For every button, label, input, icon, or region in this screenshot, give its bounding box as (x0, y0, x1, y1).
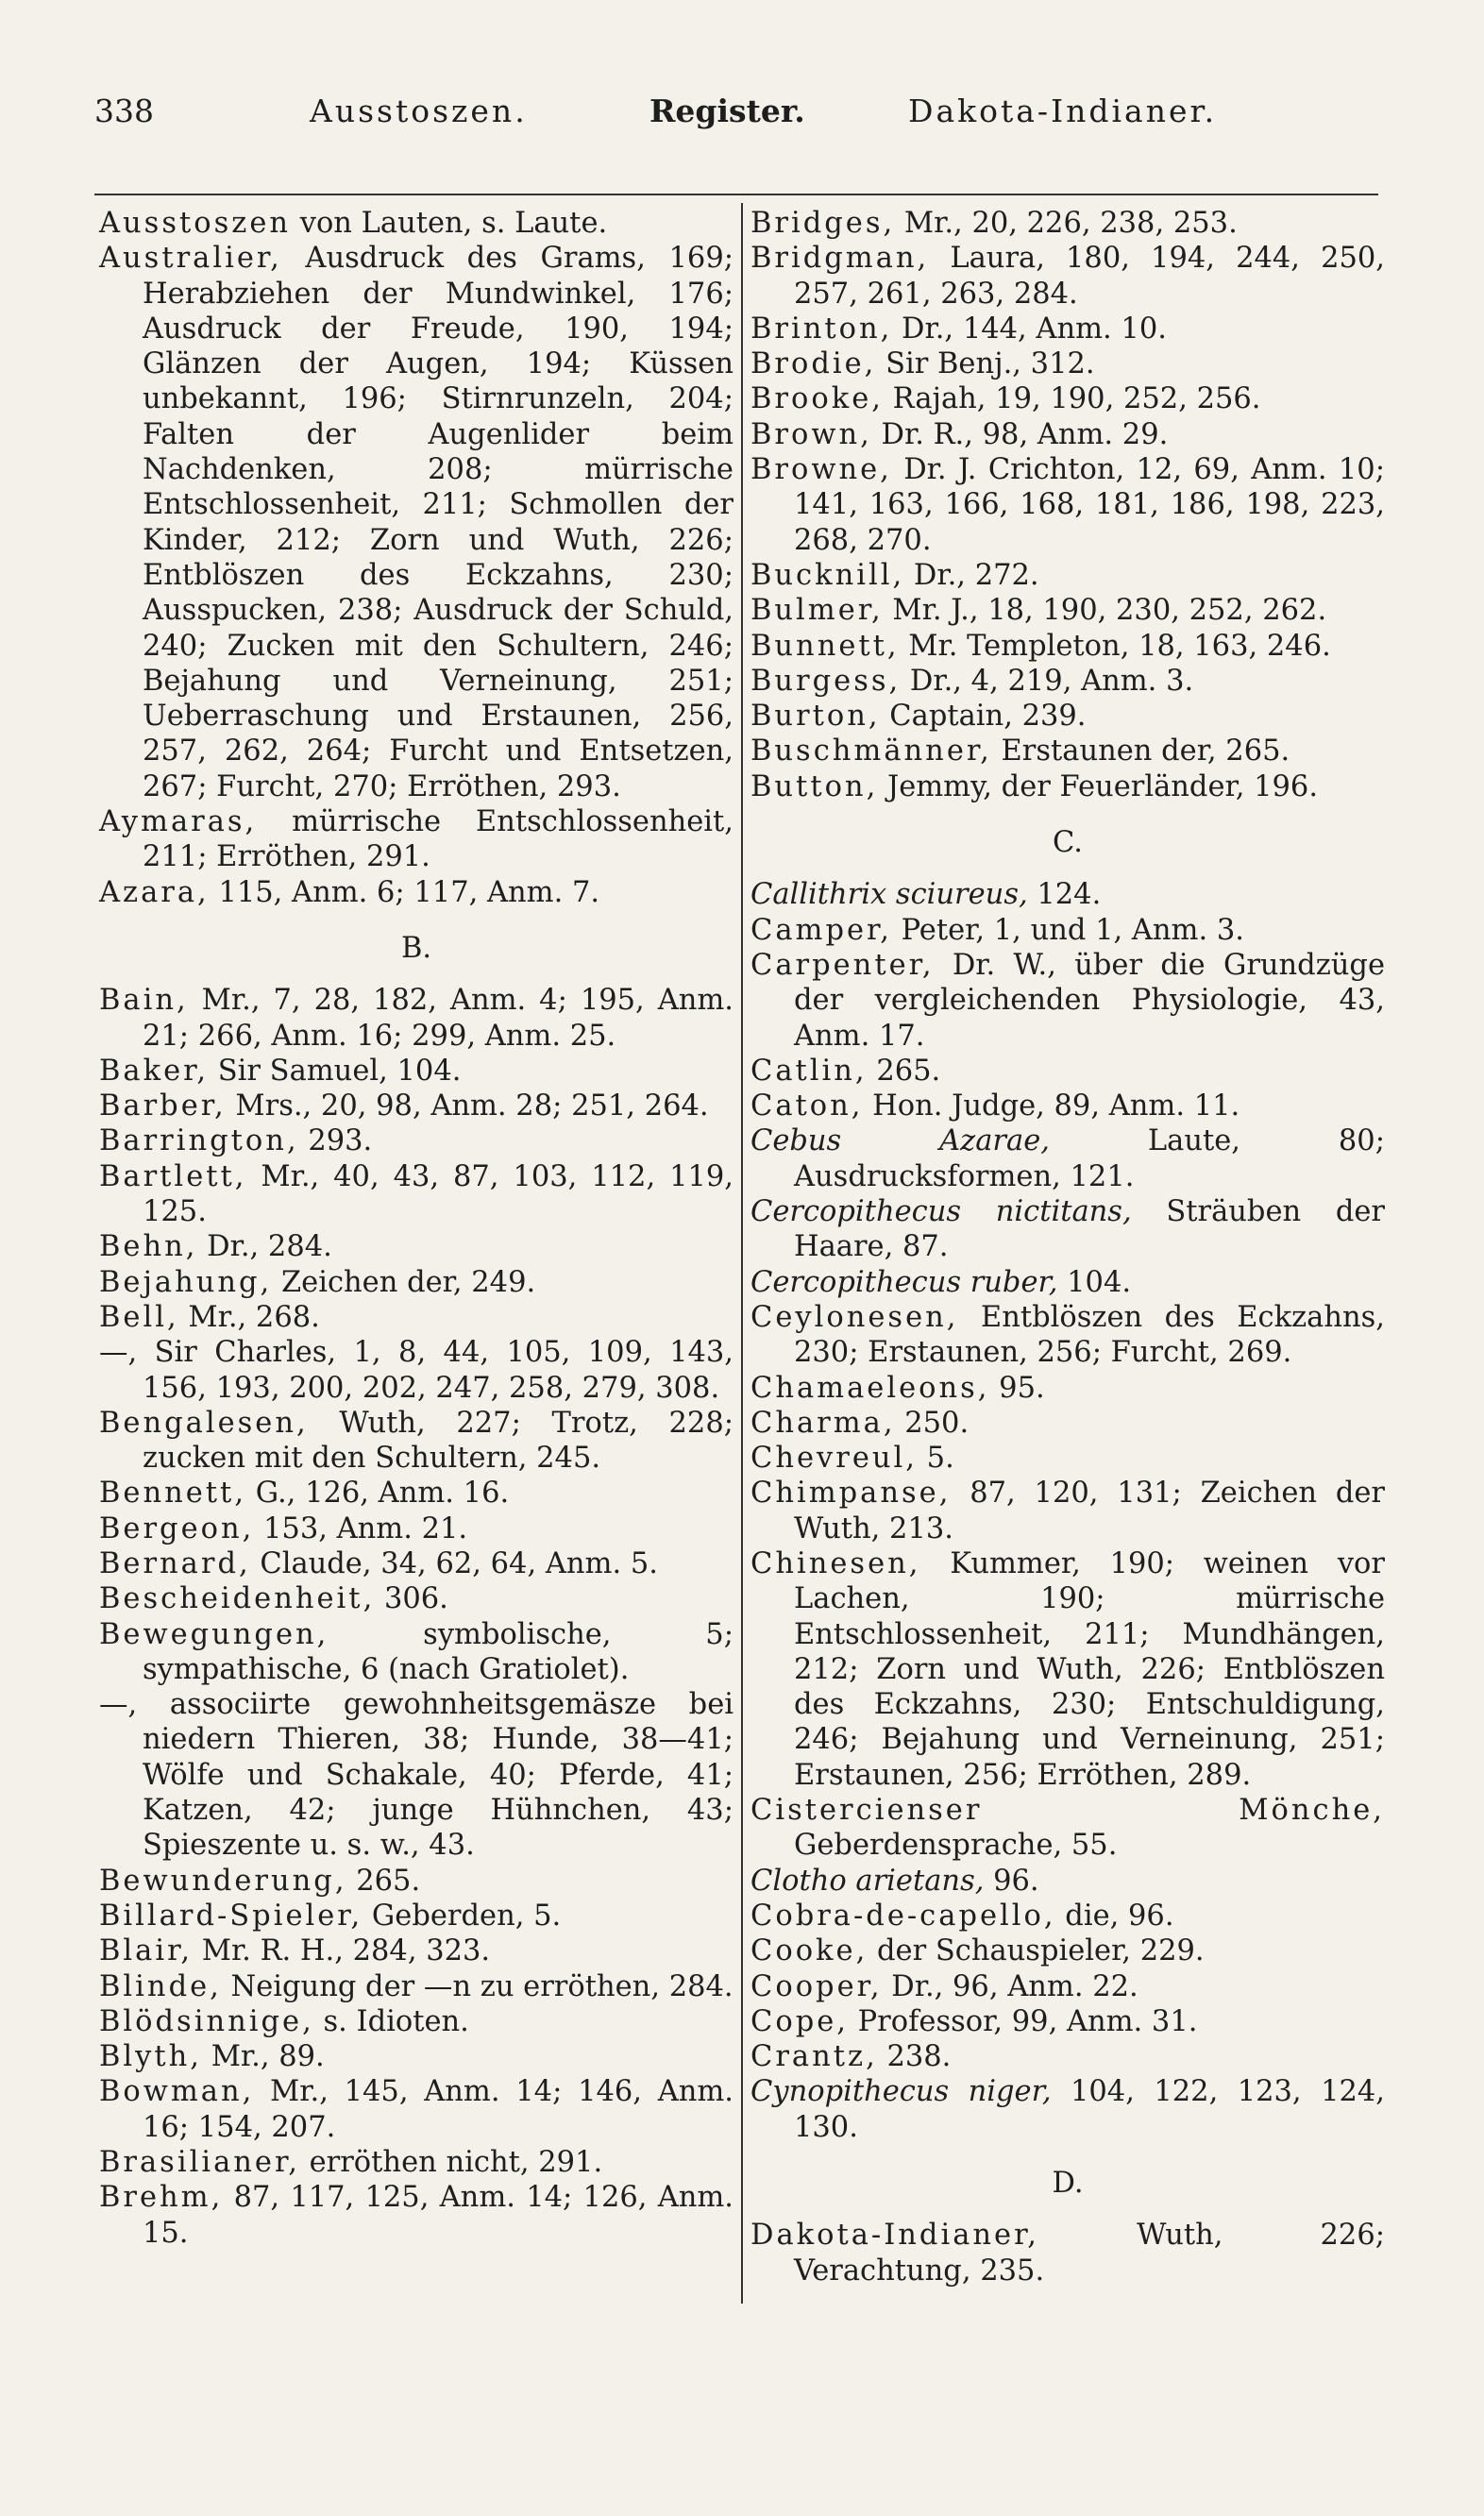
entry-keyword: Caton, (750, 1089, 864, 1123)
index-entry (750, 346, 1385, 381)
entry-references: Mr., 7, 28, 182, Anm. 4; 195, Anm. 21; 266, Anm. 16; 299, Anm. 25. (143, 984, 734, 1053)
index-entry (99, 804, 734, 875)
entry-keyword: Chamaeleons, (750, 1371, 990, 1405)
index-entry (99, 1617, 734, 1688)
column-divider (741, 203, 743, 2304)
index-entry (99, 1864, 734, 1899)
index-entry (750, 417, 1385, 452)
entry-keyword: Chevreul, (750, 1442, 918, 1476)
entry-keyword: Brinton, (750, 312, 893, 346)
entry-keyword: Burgess, (750, 664, 902, 698)
entry-species-name: Callithrix sciureus, (750, 878, 1028, 912)
entry-keyword: Bergeon, (99, 1511, 255, 1545)
entry-references: Dr. W., über die Grundzüge der vergleichenden Physiologie, 43, Anm. 17. (794, 948, 1385, 1053)
entry-references: Kummer, 190; weinen vor Lachen, 190; mürrische Entschlossenheit, 211; Mundhängen, 212; Zorn und Wuth, 226; Entblöszen des Eckzahns, 230; Entschuldigung, 246; Bejahung und Verneinung, 251; Erstaunen, 256; Erröthen, 289. (794, 1546, 1385, 1792)
index-entry (99, 1933, 734, 1968)
entry-keyword: Brooke, (750, 382, 884, 416)
entry-references: Erstaunen der, 265. (991, 735, 1290, 768)
entry-references: Dr., 284. (197, 1230, 332, 1264)
entry-references: Mr., 89. (202, 2040, 325, 2074)
entry-keyword: Bucknill, (750, 558, 905, 592)
index-entry (750, 206, 1385, 241)
entry-references: Dr. R., 98, Anm. 29. (871, 417, 1169, 451)
entry-references: 95. (989, 1371, 1045, 1405)
entry-references: von Lauten, s. Laute. (291, 207, 608, 240)
entry-references: Mr. R. H., 284, 323. (193, 1934, 491, 1968)
index-entry (750, 1194, 1385, 1265)
entry-references: mürrische Entschlossenheit, 211; Erröthen, 291. (143, 805, 734, 874)
entry-species-name: Cercopithecus ruber, (750, 1265, 1058, 1299)
entry-references: G., 126, Anm. 16. (246, 1477, 510, 1511)
index-entry (750, 2074, 1385, 2145)
index-entry (99, 1969, 734, 2004)
entry-references: 265. (867, 1054, 941, 1088)
entry-keyword: Button, (750, 769, 879, 803)
index-entry (750, 629, 1385, 664)
entry-references: 115, Anm. 6; 117, Anm. 7. (209, 875, 600, 909)
entry-references: s. Idioten. (313, 2004, 469, 2038)
entry-references: 265. (346, 1864, 421, 1898)
entry-keyword: Bowman, (99, 2075, 255, 2109)
index-entry (750, 913, 1385, 948)
index-entry (750, 241, 1385, 312)
entry-references: —, Sir Charles, 1, 8, 44, 105, 109, 143, 156, 193, 200, 202, 247, 258, 279, 308. (99, 1336, 734, 1405)
entry-references: 124. (1027, 878, 1102, 912)
entry-references: Captain, 239. (880, 700, 1087, 734)
entry-references: Mr., 40, 43, 87, 103, 112, 119, 125. (143, 1159, 734, 1229)
entry-references: Dr. J. Crichton, 12, 69, Anm. 10; 141, 163, 166, 168, 181, 186, 198, 223, 268, 270. (794, 453, 1385, 557)
entry-species-name: Cercopithecus nictitans, (750, 1195, 1132, 1229)
entry-references: Neigung der —n zu erröthen, 284. (221, 1969, 734, 2003)
index-entry (99, 1054, 734, 1089)
index-entry (750, 312, 1385, 346)
entry-keyword: Behn, (99, 1230, 198, 1264)
entry-references: Zeichen der, 249. (272, 1265, 536, 1299)
page-number: 338 (94, 93, 154, 129)
entry-keyword: Bulmer, (750, 594, 884, 628)
entry-references: Mr. Templeton, 18, 163, 246. (899, 629, 1331, 663)
index-entry (750, 1441, 1385, 1476)
entry-keyword: Chimpanse, (750, 1477, 952, 1511)
entry-references: symbolische, 5; sympathische, 6 (nach Gratiolet). (143, 1617, 734, 1686)
entry-keyword: Browne, (750, 453, 892, 487)
entry-references: 5. (917, 1442, 954, 1476)
entry-keyword: Carpenter, (750, 948, 935, 982)
index-entry (750, 558, 1385, 593)
index-entry (750, 2004, 1385, 2039)
entry-species-name: Clotho arietans, (750, 1864, 985, 1898)
header-first-entry: Ausstoszen. (310, 93, 528, 129)
entry-keyword: Charma, (750, 1406, 896, 1440)
entry-keyword: Cope, (750, 2004, 849, 2038)
entry-keyword: Ausstoszen (99, 207, 292, 240)
index-entry (99, 983, 734, 1054)
entry-keyword: Cooke, (750, 1934, 868, 1968)
entry-references: Peter, 1, und 1, Anm. 3. (891, 913, 1244, 947)
entry-references: 250. (895, 1406, 970, 1440)
index-entry (750, 452, 1385, 558)
entry-keyword: Barber, (99, 1089, 227, 1123)
header-rule (94, 194, 1378, 195)
index-entry (750, 381, 1385, 416)
entry-keyword: Bennett, (99, 1477, 247, 1511)
header-last-entry: Dakota-Indianer. (908, 93, 1218, 129)
entry-references: die, 96. (1055, 1899, 1174, 1933)
entry-keyword: Blödsinnige, (99, 2004, 314, 2038)
entry-references: 104. (1057, 1265, 1132, 1299)
index-entry (99, 1899, 734, 1933)
entry-references: 293. (298, 1124, 373, 1158)
entry-keyword: Bridges, (750, 207, 896, 240)
entry-keyword: Bewunderung, (99, 1864, 347, 1898)
index-entry (99, 1406, 734, 1477)
entry-references: 87, 117, 125, Anm. 14; 126, Anm. 15. (143, 2181, 734, 2250)
index-entry (99, 875, 734, 910)
entry-keyword: Blinde, (99, 1969, 222, 2003)
entry-references: Geberdensprache, 55. (794, 1829, 1118, 1863)
index-entry (99, 1265, 734, 1300)
index-entry (99, 1123, 734, 1158)
entry-keyword: Bewegungen, (99, 1617, 329, 1651)
entry-references: Mr., 20, 226, 238, 253. (895, 207, 1238, 240)
index-entry (750, 1265, 1385, 1300)
entry-references: —, associirte gewohnheitsgemäsze bei niedern Thieren, 38; Hunde, 38—41; Wölfe und Schakale, 40; Pferde, 41; Katzen, 42; junge Hühnchen, 43; Spieszente u. s. w., 43. (99, 1688, 734, 1863)
index-entry (99, 206, 734, 241)
entry-keyword: Cobra-de-capello, (750, 1899, 1056, 1933)
index-entry (750, 1054, 1385, 1089)
entry-references: 104, 122, 123, 124, 130. (794, 2075, 1385, 2144)
right-column (750, 206, 1385, 2288)
entry-keyword: Cooper, (750, 1969, 883, 2003)
index-entry (99, 1687, 734, 1863)
index-entry (99, 1546, 734, 1581)
index-entry (750, 1933, 1385, 1968)
index-entry (99, 1300, 734, 1335)
entry-keyword: Australier, (99, 242, 282, 276)
entry-references: Ausdruck des Grams, 169; Herabziehen der Mundwinkel, 176; Ausdruck der Freude, 190, 194; Glänzen der Augen, 194; Küssen unbekannt, 196; Stirnrunzeln, 204; Falten der Augenlider beim Nachdenken, 208; mürrische Entschlossenheit, 211; Schmollen der Kinder, 212; Zorn und Wuth, 226; Entblöszen des Eckzahns, 230; Ausspucken, 238; Ausdruck der Schuld, 240; Zucken mit den Schultern, 246; Bejahung und Verneinung, 251; Ueberraschung und Erstaunen, 256, 257, 262, 264; Furcht und Entsetzen, 267; Furcht, 270; Erröthen, 293. (143, 242, 734, 803)
index-entry (750, 1476, 1385, 1546)
entry-species-name: Cebus Azarae, (750, 1124, 1050, 1158)
index-entry (750, 877, 1385, 912)
entry-keyword: Bartlett, (99, 1159, 247, 1193)
entry-references: erröthen nicht, 291. (299, 2146, 603, 2180)
index-entry (750, 1300, 1385, 1371)
index-entry (99, 1581, 734, 1616)
running-header (94, 93, 1256, 140)
entry-references: Dr., 96, Anm. 22. (882, 1969, 1138, 2003)
section-letter: B. (400, 931, 432, 965)
entry-references: Dr., 4, 219, Anm. 3. (901, 664, 1194, 698)
entry-references: Jemmy, der Feuerländer, 196. (878, 769, 1319, 803)
index-entry (750, 1969, 1385, 2004)
entry-references: Laute, 80; Ausdrucksformen, 121. (794, 1124, 1385, 1193)
index-entry (750, 2218, 1385, 2288)
entry-keyword: Camper, (750, 913, 892, 947)
entry-keyword: Dakota-Indianer, (750, 2219, 1039, 2253)
entry-keyword: Barrington, (99, 1124, 299, 1158)
index-entry (99, 1511, 734, 1546)
entry-references: 96. (984, 1864, 1039, 1898)
entry-references: Mr., 145, Anm. 14; 146, Anm. 16; 154, 207. (143, 2075, 734, 2144)
entry-references: Wuth, 226; Verachtung, 235. (794, 2219, 1385, 2288)
entry-references: Wuth, 227; Trotz, 228; zucken mit den Schultern, 245. (143, 1406, 734, 1476)
entry-references: 87, 120, 131; Zeichen der Wuth, 213. (794, 1477, 1385, 1545)
entry-references: Entblöszen des Eckzahns, 230; Erstaunen, 256; Furcht, 269. (794, 1300, 1385, 1370)
index-entry (99, 1335, 734, 1406)
entry-references: Sträuben der Haare, 87. (794, 1195, 1385, 1264)
index-entry (750, 1899, 1385, 1933)
entry-references: Dr., 144, Anm. 10. (892, 312, 1167, 346)
index-entry (750, 1089, 1385, 1123)
index-entry (750, 769, 1385, 804)
index-entry (99, 1229, 734, 1264)
index-entry (750, 1864, 1385, 1899)
entry-references: Mrs., 20, 98, Anm. 28; 251, 264. (226, 1089, 709, 1123)
index-entry (750, 948, 1385, 1054)
entry-keyword: Bejahung, (99, 1265, 273, 1299)
entry-keyword: Brasilianer, (99, 2146, 300, 2180)
entry-references: 153, Anm. 21. (254, 1511, 468, 1545)
index-entry (750, 1371, 1385, 1406)
index-entry (99, 2180, 734, 2251)
entry-references: Mr. J., 18, 190, 230, 252, 262. (883, 594, 1327, 628)
index-entry (750, 1123, 1385, 1194)
entry-references: 306. (375, 1582, 448, 1616)
entry-keyword: Bain, (99, 984, 189, 1018)
index-entry (99, 1159, 734, 1230)
entry-keyword: Cistercienser Mönche, (750, 1794, 1385, 1828)
index-entry (750, 2039, 1385, 2074)
entry-references: Professor, 99, Anm. 31. (848, 2004, 1198, 2038)
entry-keyword: Bunnett, (750, 629, 900, 663)
index-entry (750, 1406, 1385, 1441)
entry-keyword: Burton, (750, 700, 881, 734)
header-title: Register. (649, 93, 805, 129)
entry-keyword: Bernard, (99, 1546, 251, 1580)
entry-keyword: Bridgman, (750, 242, 930, 276)
entry-references: Mr., 268. (178, 1300, 320, 1334)
entry-keyword: Azara, (99, 875, 210, 909)
entry-references: der Schauspieler, 229. (868, 1934, 1205, 1968)
index-entry (99, 2074, 734, 2145)
index-entry (99, 1476, 734, 1511)
entry-keyword: Aymaras, (99, 805, 258, 839)
entry-keyword: Brehm, (99, 2181, 224, 2215)
entry-keyword: Bescheidenheit, (99, 1582, 376, 1616)
section-letter: C. (1053, 826, 1083, 860)
entry-references: Rajah, 19, 190, 252, 256. (883, 382, 1261, 416)
entry-keyword: Baker, (99, 1054, 210, 1088)
entry-references: Geberden, 5. (363, 1899, 562, 1933)
entry-keyword: Blair, (99, 1934, 194, 1968)
entry-references: Sir Benj., 312. (876, 347, 1095, 381)
index-entry (99, 2039, 734, 2074)
entry-references: Dr., 272. (904, 558, 1039, 592)
entry-references: Laura, 180, 194, 244, 250, 257, 261, 263, 284. (794, 242, 1385, 311)
entry-species-name: Cynopithecus niger, (750, 2075, 1052, 2109)
entry-keyword: Ceylonesen, (750, 1300, 959, 1334)
entry-keyword: Catlin, (750, 1054, 868, 1088)
entry-keyword: Crantz, (750, 2040, 878, 2074)
entry-keyword: Blyth, (99, 2040, 202, 2074)
index-entry (750, 699, 1385, 734)
index-entry (99, 1089, 734, 1123)
index-entry (750, 1793, 1385, 1864)
index-entry (750, 734, 1385, 768)
index-entry (750, 664, 1385, 699)
entry-keyword: Brown, (750, 417, 872, 451)
entry-keyword: Chinesen, (750, 1546, 921, 1580)
entry-keyword: Bell, (99, 1300, 179, 1334)
entry-references: Hon. Judge, 89, Anm. 11. (863, 1089, 1240, 1123)
entry-references: 238. (877, 2040, 952, 2074)
entry-keyword: Buschmänner, (750, 735, 992, 768)
entry-keyword: Billard-Spieler, (99, 1899, 363, 1933)
index-entry (99, 241, 734, 804)
index-entry (750, 1546, 1385, 1793)
entry-keyword: Brodie, (750, 347, 877, 381)
index-entry (99, 2145, 734, 2180)
left-column (99, 206, 734, 2251)
entry-keyword: Bengalesen, (99, 1406, 309, 1440)
section-letter: D. (1052, 2167, 1084, 2201)
index-entry (750, 593, 1385, 628)
entry-references: Claude, 34, 62, 64, Anm. 5. (250, 1546, 658, 1580)
index-entry (99, 2004, 734, 2039)
entry-references: Sir Samuel, 104. (209, 1054, 462, 1088)
